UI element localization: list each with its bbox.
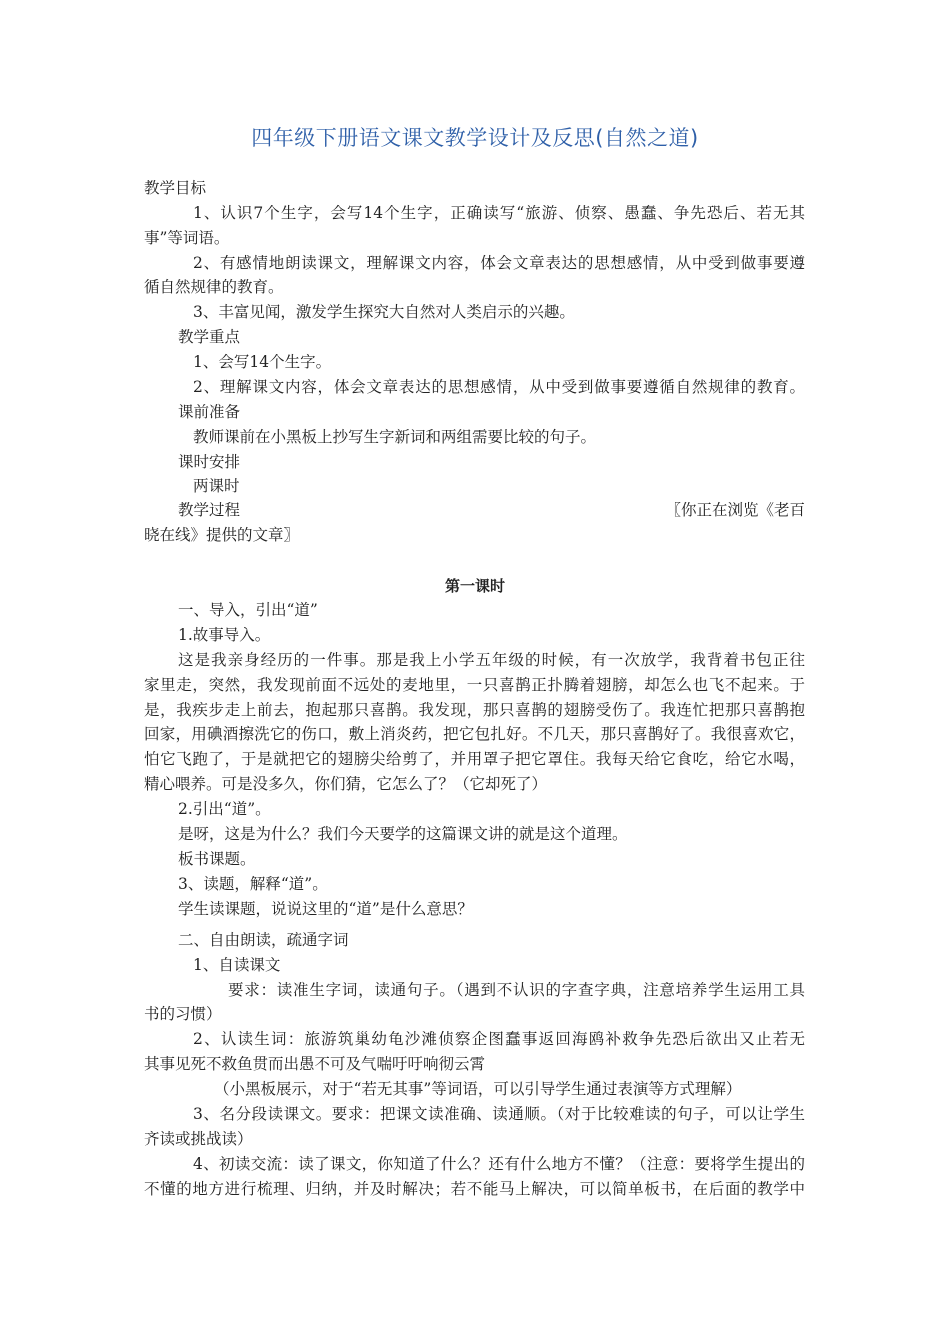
heading-teaching-focus: 教学重点 xyxy=(178,328,241,346)
paragraph-line: 2、认读生词：旅游筑巢幼龟沙滩侦察企图蠢事返回海鸥补救争先恐后欲出又止若无 xyxy=(193,1030,805,1048)
paragraph-line: 板书课题。 xyxy=(178,850,256,868)
paragraph-line: 3、丰富见闻，激发学生探究大自然对人类启示的兴趣。 xyxy=(193,303,575,321)
paragraph-line: 其事见死不救鱼贯而出愚不可及气喘吁吁响彻云霄 xyxy=(144,1055,486,1073)
heading-teaching-process: 教学过程 xyxy=(178,501,241,519)
paragraph-line: 要求：读准生字词，读通句子。（遇到不认识的字查字典，注意培养学生运用工具 xyxy=(228,981,805,999)
paragraph-line: 两课时 xyxy=(193,477,240,495)
document-title: 四年级下册语文课文教学设计及反思(自然之道) xyxy=(251,126,699,150)
paragraph-line: 1、自读课文 xyxy=(193,956,281,974)
paragraph-line: 3、读题，解释“道”。 xyxy=(178,875,328,893)
paragraph-line: 2、有感情地朗读课文，理解课文内容，体会文章表达的思想感情，从中受到做事要遵 xyxy=(193,254,805,272)
paragraph-line: （小黑板展示，对于“若无其事”等词语，可以引导学生通过表演等方式理解） xyxy=(214,1080,742,1098)
paragraph-line: 2.引出“道”。 xyxy=(178,800,271,818)
subheading: 二、自由朗读，疏通字词 xyxy=(178,931,349,949)
paragraph-line: 1、会写14个生字。 xyxy=(193,353,332,371)
heading-schedule: 课时安排 xyxy=(178,453,241,471)
paragraph-line: 是，我疾步走上前去，抱起那只喜鹊。我发现，那只喜鹊的翅膀受伤了。我连忙把那只喜鹊抱 xyxy=(144,701,805,719)
paragraph-line: 事”等词语。 xyxy=(144,229,230,247)
paragraph-line: 怕它飞跑了，于是就把它的翅膀尖给剪了，并用罩子把它罩住。我每天给它食吃，给它水喝， xyxy=(144,750,805,768)
paragraph-line: 2、理解课文内容，体会文章表达的思想感情，从中受到做事要遵循自然规律的教育。 xyxy=(193,378,805,396)
heading-preparation: 课前准备 xyxy=(178,403,241,421)
section-heading-lesson-one: 第一课时 xyxy=(444,577,505,595)
paragraph-line: 家里走，突然，我发现前面不远处的麦地里，一只喜鹊正扑腾着翅膀，却怎么也飞不起来。于 xyxy=(144,676,805,694)
paragraph-line: 不懂的地方进行梳理、归纳，并及时解决；若不能马上解决，可以简单板书，在后面的教学中 xyxy=(144,1180,805,1198)
paragraph-line: 4、初读交流：读了课文，你知道了什么？还有什么地方不懂？（注意：要将学生提出的 xyxy=(193,1155,805,1173)
paragraph-line: 回家，用碘酒擦洗它的伤口，敷上消炎药，把它包扎好。不几天，那只喜鹊好了。我很喜欢它， xyxy=(144,725,805,743)
paragraph-line: 3、名分段读课文。要求：把课文读准确、读通顺。（对于比较难读的句子，可以让学生 xyxy=(193,1105,805,1123)
heading-teaching-goals: 教学目标 xyxy=(144,179,207,197)
subheading: 一、导入，引出“道” xyxy=(178,601,318,619)
paragraph-line: 是呀，这是为什么？我们今天要学的这篇课文讲的就是这个道理。 xyxy=(178,825,628,843)
paragraph-line: 书的习惯） xyxy=(144,1005,222,1023)
paragraph-line: 这是我亲身经历的一件事。那是我上小学五年级的时候，有一次放学，我背着书包正往 xyxy=(178,651,805,669)
paragraph-line: 教师课前在小黑板上抄写生字新词和两组需要比较的句子。 xyxy=(193,428,597,446)
source-note: 晓在线》提供的文章〗 xyxy=(144,526,300,544)
source-note: 〖你正在浏览《老百 xyxy=(665,501,805,519)
paragraph-line: 1.故事导入。 xyxy=(178,626,271,644)
paragraph-line: 齐读或挑战读） xyxy=(144,1130,253,1148)
paragraph-line: 1、认识7个生字，会写14个生字，正确读写“旅游、侦察、愚蠢、争先恐后、若无其 xyxy=(193,204,805,222)
paragraph-line: 循自然规律的教育。 xyxy=(144,278,284,296)
paragraph-line: 学生读课题，说说这里的“道”是什么意思？ xyxy=(178,900,473,918)
paragraph-line: 精心喂养。可是没多久，你们猜，它怎么了？（它却死了） xyxy=(144,775,548,793)
